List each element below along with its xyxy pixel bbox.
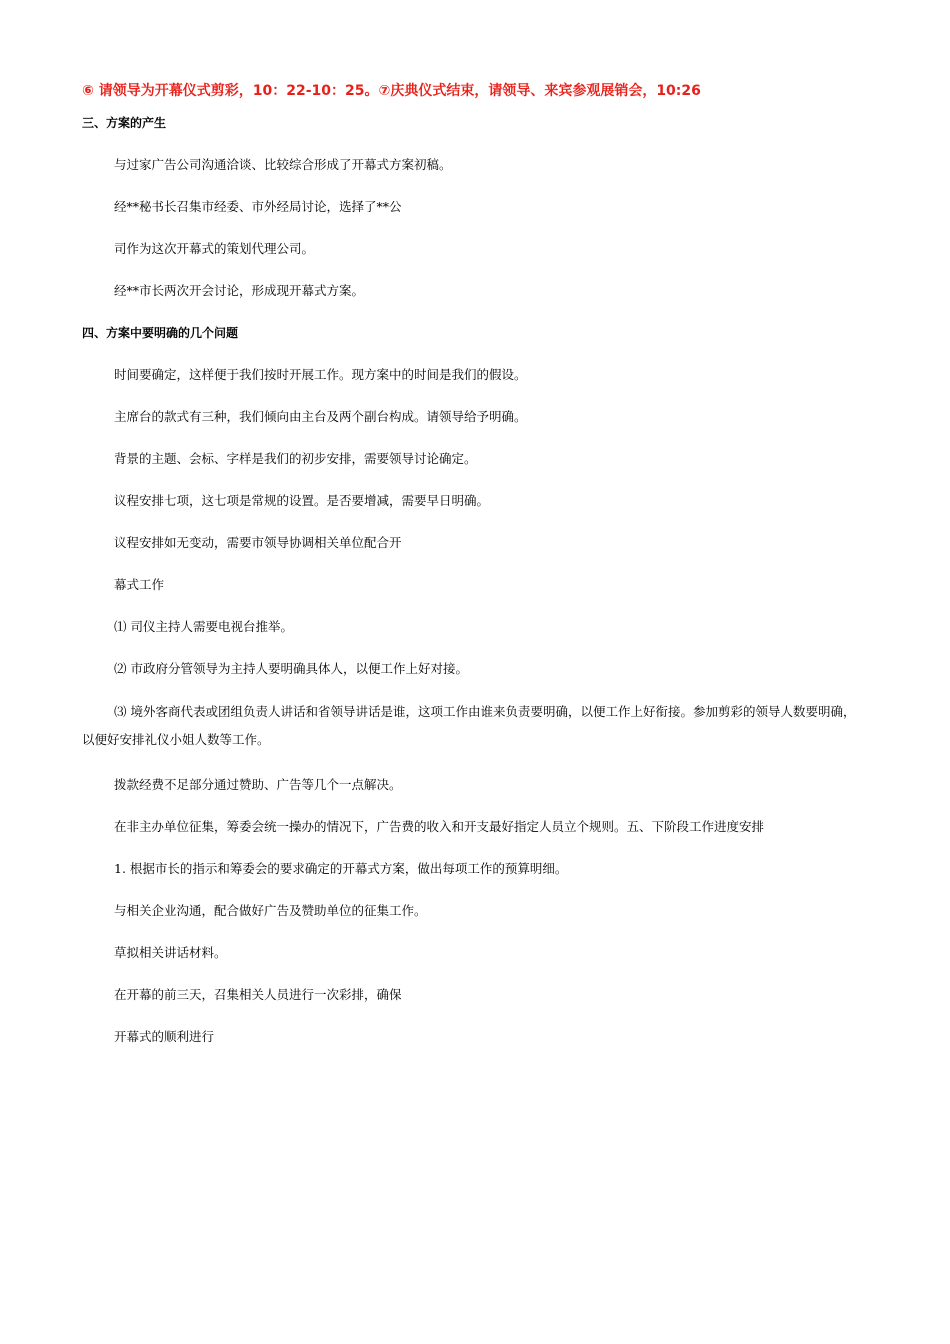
paragraph: 议程安排如无变动，需要市领导协调相关单位配合开 bbox=[114, 535, 402, 550]
agenda-highlight-line: ⑥ 请领导为开幕仪式剪彩，10：22-10：25。⑦庆典仪式结束，请领导、来宾参观展销会，10:26 bbox=[82, 83, 701, 99]
paragraph: 主席台的款式有三种，我们倾向由主台及两个副台构成。请领导给予明确。 bbox=[114, 409, 527, 424]
paragraph: 幕式工作 bbox=[114, 577, 165, 592]
paragraph: 经**秘书长召集市经委、市外经局讨论，选择了**公 bbox=[114, 199, 402, 214]
list-item: ⑶ 境外客商代表或团组负责人讲话和省领导讲话是谁，这项工作由谁来负责要明确，以便工作上好衔接。参加剪彩的领导人数要明确，以便好安排礼仪小姐人数等工作。 bbox=[82, 704, 856, 747]
section-heading-4: 四、方案中要明确的几个问题 bbox=[82, 326, 239, 340]
paragraph: 议程安排七项，这七项是常规的设置。是否要增减，需要早日明确。 bbox=[114, 493, 490, 508]
paragraph: 1. 根据市长的指示和筹委会的要求确定的开幕式方案，做出每项工作的预算明细。 bbox=[114, 861, 568, 876]
paragraph: 与相关企业沟通，配合做好广告及赞助单位的征集工作。 bbox=[114, 903, 427, 918]
paragraph: 开幕式的顺利进行 bbox=[114, 1029, 215, 1044]
paragraph: 在开幕的前三天，召集相关人员进行一次彩排，确保 bbox=[114, 987, 402, 1002]
list-item: ⑴ 司仪主持人需要电视台推举。 bbox=[114, 619, 293, 634]
paragraph: 在非主办单位征集，筹委会统一操办的情况下，广告费的收入和开支最好指定人员立个规则。五、下阶段工作进度安排 bbox=[114, 819, 765, 834]
paragraph: 背景的主题、会标、字样是我们的初步安排，需要领导讨论确定。 bbox=[114, 451, 477, 466]
section-heading-3: 三、方案的产生 bbox=[82, 116, 167, 130]
paragraph: 司作为这次开幕式的策划代理公司。 bbox=[114, 241, 315, 256]
list-item: ⑵ 市政府分管领导为主持人要明确具体人，以便工作上好对接。 bbox=[114, 661, 468, 676]
paragraph: 草拟相关讲话材料。 bbox=[114, 945, 227, 960]
paragraph: 时间要确定，这样便于我们按时开展工作。现方案中的时间是我们的假设。 bbox=[114, 367, 527, 382]
paragraph: 与过家广告公司沟通洽谈、比较综合形成了开幕式方案初稿。 bbox=[114, 157, 452, 172]
paragraph: 拨款经费不足部分通过赞助、广告等几个一点解决。 bbox=[114, 777, 402, 792]
paragraph: 经**市长两次开会讨论，形成现开幕式方案。 bbox=[114, 283, 365, 298]
